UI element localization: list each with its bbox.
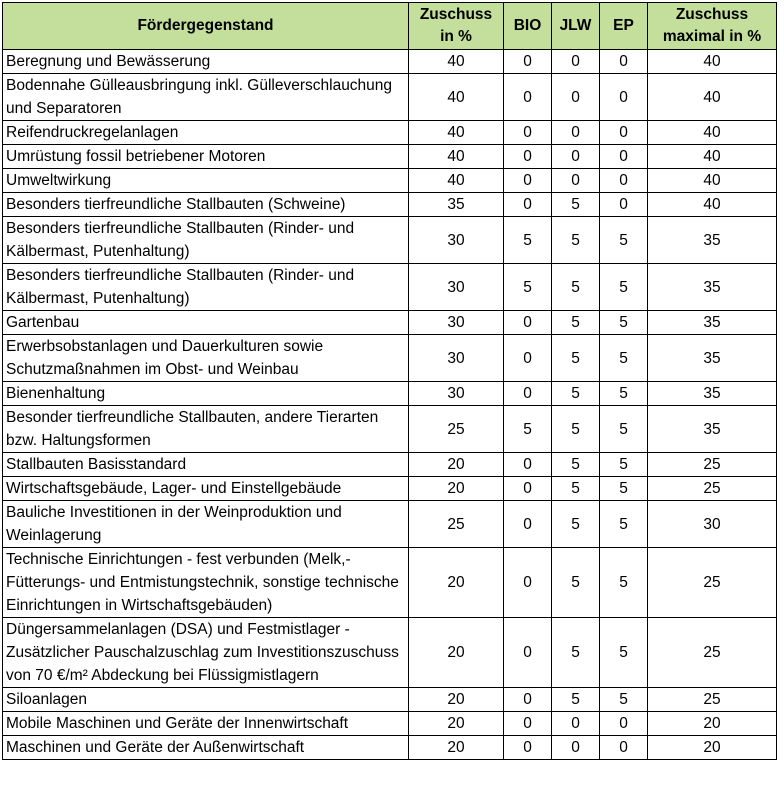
cell-zuschuss: 40 [409, 74, 504, 121]
cell-foerdergegenstand: Gartenbau [3, 311, 409, 335]
cell-jlw: 5 [552, 501, 600, 548]
cell-zuschuss-maximal: 40 [648, 74, 777, 121]
cell-bio: 0 [504, 311, 552, 335]
cell-foerdergegenstand: Maschinen und Geräte der Außenwirtschaft [3, 736, 409, 760]
cell-jlw: 0 [552, 121, 600, 145]
cell-bio: 0 [504, 169, 552, 193]
cell-jlw: 5 [552, 311, 600, 335]
cell-jlw: 5 [552, 264, 600, 311]
cell-foerdergegenstand: Wirtschaftsgebäude, Lager- und Einstellgebäude [3, 477, 409, 501]
table-row [3, 264, 777, 311]
cell-bio: 5 [504, 264, 552, 311]
table-row [3, 501, 777, 548]
cell-bio: 0 [504, 501, 552, 548]
cell-zuschuss: 30 [409, 264, 504, 311]
cell-bio: 0 [504, 121, 552, 145]
cell-jlw: 5 [552, 477, 600, 501]
cell-foerdergegenstand: Bienenhaltung [3, 382, 409, 406]
cell-zuschuss: 30 [409, 382, 504, 406]
header-zuschuss: Zuschuss in % [409, 3, 504, 50]
cell-zuschuss: 20 [409, 548, 504, 618]
cell-ep: 5 [600, 688, 648, 712]
cell-ep: 0 [600, 50, 648, 74]
table-row [3, 121, 777, 145]
cell-zuschuss-maximal: 20 [648, 712, 777, 736]
cell-zuschuss: 25 [409, 406, 504, 453]
cell-zuschuss-maximal: 40 [648, 169, 777, 193]
header-ep: EP [600, 3, 648, 50]
table-row [3, 548, 777, 618]
cell-zuschuss-maximal: 20 [648, 736, 777, 760]
cell-jlw: 0 [552, 736, 600, 760]
table-row [3, 477, 777, 501]
cell-bio: 0 [504, 335, 552, 382]
cell-zuschuss-maximal: 25 [648, 688, 777, 712]
table-row [3, 453, 777, 477]
cell-foerdergegenstand: Siloanlagen [3, 688, 409, 712]
cell-zuschuss-maximal: 35 [648, 382, 777, 406]
cell-ep: 0 [600, 145, 648, 169]
cell-zuschuss-maximal: 35 [648, 335, 777, 382]
cell-zuschuss: 40 [409, 50, 504, 74]
cell-jlw: 0 [552, 712, 600, 736]
cell-zuschuss-maximal: 25 [648, 618, 777, 688]
cell-bio: 5 [504, 406, 552, 453]
cell-ep: 5 [600, 264, 648, 311]
header-bio: BIO [504, 3, 552, 50]
cell-zuschuss: 20 [409, 736, 504, 760]
table-row [3, 50, 777, 74]
table-row [3, 382, 777, 406]
header-zuschuss-maximal: Zuschuss maximal in % [648, 3, 777, 50]
cell-foerdergegenstand: Umrüstung fossil betriebener Motoren [3, 145, 409, 169]
cell-ep: 5 [600, 217, 648, 264]
cell-ep: 0 [600, 736, 648, 760]
cell-foerdergegenstand: Besonders tierfreundliche Stallbauten (Rinder- und Kälbermast, Putenhaltung) [3, 217, 409, 264]
cell-jlw: 5 [552, 618, 600, 688]
cell-ep: 0 [600, 121, 648, 145]
cell-foerdergegenstand: Mobile Maschinen und Geräte der Innenwirtschaft [3, 712, 409, 736]
cell-zuschuss-maximal: 40 [648, 193, 777, 217]
cell-ep: 0 [600, 712, 648, 736]
cell-zuschuss-maximal: 25 [648, 453, 777, 477]
cell-jlw: 5 [552, 406, 600, 453]
cell-bio: 0 [504, 712, 552, 736]
cell-bio: 0 [504, 50, 552, 74]
cell-zuschuss: 40 [409, 169, 504, 193]
cell-bio: 0 [504, 548, 552, 618]
cell-ep: 0 [600, 169, 648, 193]
cell-foerdergegenstand: Düngersammelanlagen (DSA) und Festmistlager - Zusätzlicher Pauschalzuschlag zum Investitionszuschuss von 70 €/m² Abdeckung bei Flüssigmistlagern [3, 618, 409, 688]
cell-bio: 0 [504, 618, 552, 688]
cell-bio: 0 [504, 688, 552, 712]
cell-bio: 0 [504, 193, 552, 217]
cell-foerdergegenstand: Technische Einrichtungen - fest verbunden (Melk,- Fütterungs- und Entmistungstechnik, sonstige technische Einrichtungen in Wirtschaftsgebäuden) [3, 548, 409, 618]
cell-zuschuss-maximal: 35 [648, 264, 777, 311]
table-row [3, 311, 777, 335]
cell-zuschuss-maximal: 40 [648, 50, 777, 74]
cell-foerdergegenstand: Stallbauten Basisstandard [3, 453, 409, 477]
table-row [3, 74, 777, 121]
cell-ep: 0 [600, 74, 648, 121]
cell-jlw: 5 [552, 217, 600, 264]
cell-jlw: 5 [552, 382, 600, 406]
cell-foerdergegenstand: Beregnung und Bewässerung [3, 50, 409, 74]
cell-foerdergegenstand: Erwerbsobstanlagen und Dauerkulturen sowie Schutzmaßnahmen im Obst- und Weinbau [3, 335, 409, 382]
table-row [3, 688, 777, 712]
funding-table [2, 2, 777, 760]
cell-bio: 0 [504, 145, 552, 169]
cell-zuschuss-maximal: 25 [648, 548, 777, 618]
cell-bio: 0 [504, 453, 552, 477]
cell-zuschuss: 30 [409, 217, 504, 264]
table-row [3, 193, 777, 217]
cell-zuschuss: 35 [409, 193, 504, 217]
cell-jlw: 0 [552, 50, 600, 74]
table-row [3, 712, 777, 736]
cell-zuschuss: 20 [409, 477, 504, 501]
cell-jlw: 0 [552, 145, 600, 169]
cell-zuschuss: 20 [409, 618, 504, 688]
cell-ep: 0 [600, 193, 648, 217]
cell-zuschuss-maximal: 35 [648, 406, 777, 453]
cell-zuschuss-maximal: 35 [648, 217, 777, 264]
table-row [3, 736, 777, 760]
cell-foerdergegenstand: Bauliche Investitionen in der Weinproduktion und Weinlagerung [3, 501, 409, 548]
cell-bio: 0 [504, 736, 552, 760]
cell-ep: 5 [600, 453, 648, 477]
header-foerdergegenstand: Fördergegenstand [3, 3, 409, 50]
cell-foerdergegenstand: Besonders tierfreundliche Stallbauten (Schweine) [3, 193, 409, 217]
cell-bio: 0 [504, 477, 552, 501]
cell-zuschuss-maximal: 25 [648, 477, 777, 501]
cell-zuschuss: 30 [409, 335, 504, 382]
table-row [3, 335, 777, 382]
cell-zuschuss-maximal: 30 [648, 501, 777, 548]
cell-jlw: 5 [552, 335, 600, 382]
cell-jlw: 5 [552, 548, 600, 618]
cell-bio: 0 [504, 74, 552, 121]
cell-ep: 5 [600, 477, 648, 501]
cell-foerdergegenstand: Bodennahe Gülleausbringung inkl. Gülleverschlauchung und Separatoren [3, 74, 409, 121]
cell-bio: 0 [504, 382, 552, 406]
cell-jlw: 5 [552, 193, 600, 217]
cell-zuschuss: 30 [409, 311, 504, 335]
table-row [3, 618, 777, 688]
header-jlw: JLW [552, 3, 600, 50]
cell-zuschuss: 40 [409, 121, 504, 145]
cell-zuschuss: 20 [409, 453, 504, 477]
cell-foerdergegenstand: Besonder tierfreundliche Stallbauten, andere Tierarten bzw. Haltungsformen [3, 406, 409, 453]
cell-ep: 5 [600, 335, 648, 382]
cell-ep: 5 [600, 618, 648, 688]
cell-zuschuss: 40 [409, 145, 504, 169]
cell-jlw: 5 [552, 688, 600, 712]
cell-ep: 5 [600, 406, 648, 453]
table-row [3, 406, 777, 453]
cell-bio: 5 [504, 217, 552, 264]
cell-jlw: 0 [552, 169, 600, 193]
table-header-row [3, 3, 777, 50]
cell-foerdergegenstand: Besonders tierfreundliche Stallbauten (Rinder- und Kälbermast, Putenhaltung) [3, 264, 409, 311]
cell-zuschuss-maximal: 40 [648, 145, 777, 169]
cell-zuschuss: 20 [409, 688, 504, 712]
cell-ep: 5 [600, 311, 648, 335]
cell-zuschuss: 20 [409, 712, 504, 736]
cell-ep: 5 [600, 501, 648, 548]
table-row [3, 217, 777, 264]
cell-ep: 5 [600, 382, 648, 406]
cell-zuschuss-maximal: 35 [648, 311, 777, 335]
table-row [3, 169, 777, 193]
cell-foerdergegenstand: Umweltwirkung [3, 169, 409, 193]
cell-jlw: 0 [552, 74, 600, 121]
cell-zuschuss-maximal: 40 [648, 121, 777, 145]
cell-foerdergegenstand: Reifendruckregelanlagen [3, 121, 409, 145]
cell-zuschuss: 25 [409, 501, 504, 548]
cell-jlw: 5 [552, 453, 600, 477]
table-row [3, 145, 777, 169]
cell-ep: 5 [600, 548, 648, 618]
